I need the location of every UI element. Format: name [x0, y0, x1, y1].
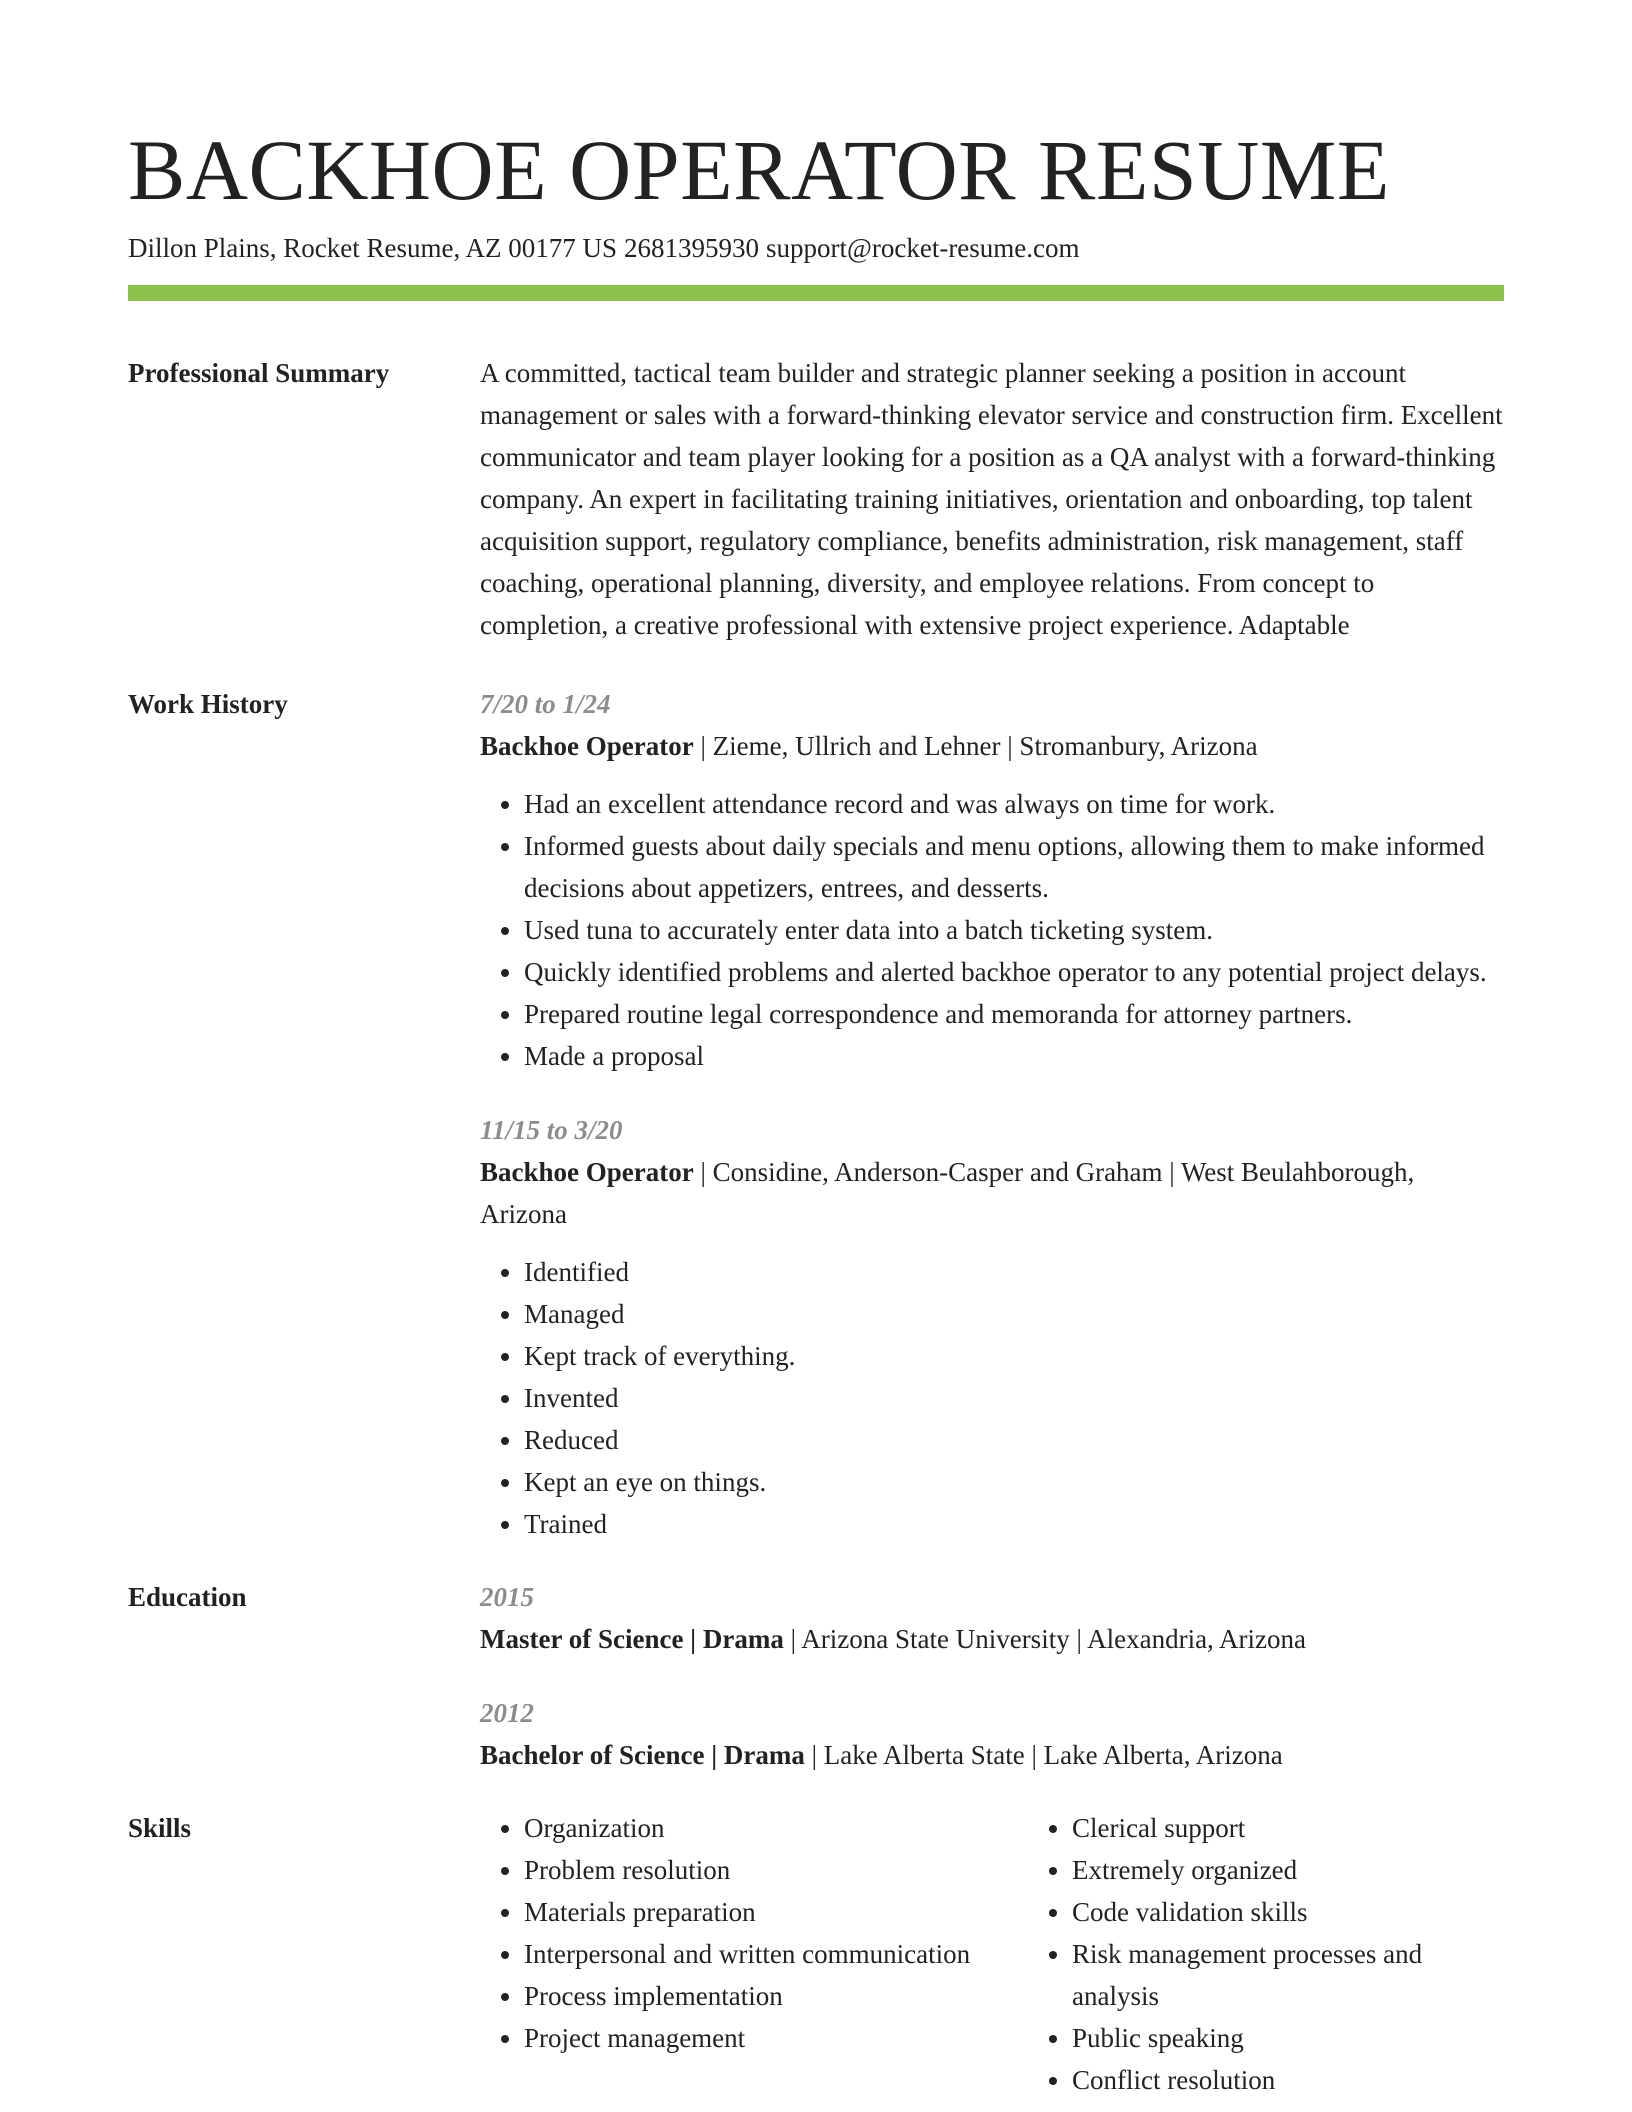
- list-item: • Problem resolution: [524, 1849, 1028, 1891]
- list-item: • Public speaking: [1072, 2017, 1504, 2059]
- contact-email: support@rocket-resume.com: [766, 233, 1080, 263]
- education-year: 2015: [480, 1582, 534, 1612]
- contact-address: Dillon Plains, Rocket Resume, AZ 00177 US: [128, 233, 617, 263]
- work-bullets: [480, 1251, 1504, 1545]
- list-item: • Quickly identified problems and alerted backhoe operator to any potential project delays.: [524, 951, 1504, 993]
- education-entry: [480, 1692, 1504, 1776]
- work-bullets: [480, 783, 1504, 1077]
- list-item: • Conflict resolution: [1072, 2059, 1504, 2101]
- summary-heading: Professional Summary: [128, 358, 390, 388]
- education-line: [480, 1618, 1504, 1660]
- education-school: | Lake Alberta State | Lake Alberta, Arizona: [804, 1740, 1283, 1770]
- education-body: [480, 1576, 1504, 1776]
- list-item: • Prepared routine legal correspondence and memoranda for attorney partners.: [524, 993, 1504, 1035]
- list-item: • Reduced: [524, 1419, 1504, 1461]
- list-item: • Informed guests about daily specials and menu options, allowing them to make informed decisions about appetizers, entrees, and desserts.: [524, 825, 1504, 909]
- list-item: • Clerical support: [1072, 1807, 1504, 1849]
- education-degree: Bachelor of Science | Drama: [480, 1740, 805, 1770]
- list-item: • Trained: [524, 1503, 1504, 1545]
- education-year: 2012: [480, 1698, 534, 1728]
- summary-section: [128, 352, 1504, 646]
- work-history-body: [480, 683, 1504, 1545]
- contact-phone: 2681395930: [624, 233, 759, 263]
- list-item: • Interpersonal and written communication: [524, 1933, 1028, 1975]
- list-item: • Had an excellent attendance record and was always on time for work.: [524, 783, 1504, 825]
- skills-heading: Skills: [128, 1813, 192, 1843]
- work-dates: 7/20 to 1/24: [480, 689, 611, 719]
- education-entry: [480, 1576, 1504, 1660]
- list-item: • Kept track of everything.: [524, 1335, 1504, 1377]
- skills-section: [128, 1807, 1504, 2101]
- list-item: • Used tuna to accurately enter data into a batch ticketing system.: [524, 909, 1504, 951]
- education-degree: Master of Science | Drama: [480, 1624, 784, 1654]
- work-employer: | Zieme, Ullrich and Lehner | Stromanbury, Arizona: [693, 731, 1258, 761]
- education-section: [128, 1576, 1504, 1776]
- resume-page: [128, 120, 1504, 2101]
- work-employer: | Considine, Anderson-Casper and Graham | West Beulahborough, Arizona: [480, 1157, 1415, 1229]
- work-title-line: [480, 725, 1504, 767]
- list-item: • Code validation skills: [1072, 1891, 1504, 1933]
- education-heading: Education: [128, 1582, 247, 1612]
- education-line: [480, 1734, 1504, 1776]
- list-item: • Materials preparation: [524, 1891, 1028, 1933]
- list-item: • Managed: [524, 1293, 1504, 1335]
- list-item: • Project management: [524, 2017, 1028, 2059]
- list-item: • Organization: [524, 1807, 1028, 1849]
- contact-line: [128, 230, 1504, 266]
- list-item: • Extremely organized: [1072, 1849, 1504, 1891]
- work-entry: [480, 1109, 1504, 1545]
- work-history-section: [128, 683, 1504, 1545]
- list-item: • Identified: [524, 1251, 1504, 1293]
- work-entry: [480, 683, 1504, 1077]
- header-divider: [128, 285, 1504, 301]
- skills-list-left: [480, 1807, 1028, 2101]
- list-item: • Made a proposal: [524, 1035, 1504, 1077]
- list-item: • Invented: [524, 1377, 1504, 1419]
- list-item: • Kept an eye on things.: [524, 1461, 1504, 1503]
- work-history-heading: Work History: [128, 689, 288, 719]
- education-school: | Arizona State University | Alexandria, Arizona: [783, 1624, 1307, 1654]
- summary-text: A committed, tactical team builder and strategic planner seeking a position in account management or sales with a forward-thinking elevator service and construction firm. Excellent communicator and team player looking for a position as a QA analyst with a forward-thinking company. An expert in facilitating training initiatives, orientation and onboarding, top talent acquisition support, regulatory compliance, benefits administration, risk management, staff coaching, operational planning, diversity, and employee relations. From concept to completion, a creative professional with extensive project experience. Adaptable: [480, 358, 1503, 640]
- resume-title: BACKHOE OPERATOR RESUME: [128, 122, 1390, 218]
- list-item: • Risk management processes and analysis: [1072, 1933, 1504, 2017]
- work-role: Backhoe Operator: [480, 731, 694, 761]
- work-title-line: [480, 1151, 1504, 1235]
- work-dates: 11/15 to 3/20: [480, 1115, 623, 1145]
- list-item: • Process implementation: [524, 1975, 1028, 2017]
- skills-list-right: [1028, 1807, 1504, 2101]
- work-role: Backhoe Operator: [480, 1157, 694, 1187]
- skills-body: [480, 1807, 1504, 2101]
